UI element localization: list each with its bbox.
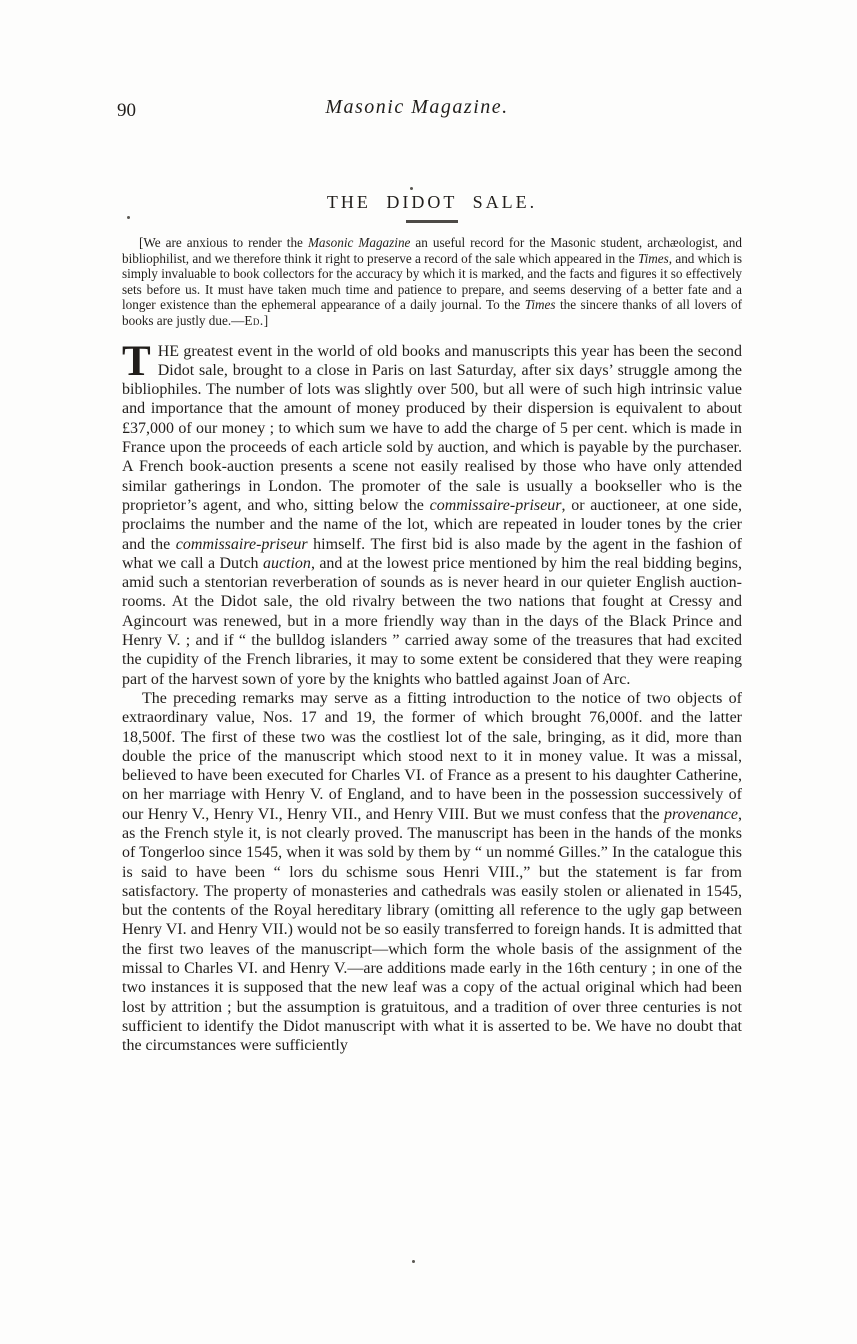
drop-cap: T (122, 337, 151, 385)
article-title: THE DIDOT SALE. (326, 192, 538, 212)
running-title: Masonic Magazine. (325, 96, 509, 118)
article-body (122, 337, 743, 1056)
scan-speck (410, 187, 413, 190)
scan-speck (412, 1260, 415, 1263)
paragraph-2-text: The preceding remarks may serve as a fitting introduction to the notice of two objects of extraordinary value, Nos. 17 and 19, the former of which brought 76,000f. and the latter 18,500f. The first of these two was the costliest lot of the sale, bringing, as it did, more than double the price of the manuscript which stood next to it in money value. It was a missal, believed to have been executed for Charles VI. of France as a present to his daughter Catherine, on her marriage with Henry V. of England, and to have been in the possession successively of our Henry V., Henry VI., Henry VII., and Henry VIII. But we must confess that the provenance, as the French style it, is not clearly proved. The manuscript has been in the hands of the monks of Tongerloo since 1545, when it was sold by them by “ un nommé Gilles.” In the catalogue this is said to have been “ lors du schisme sous Henri VIII.,” but the statement is far from satisfactory. The property of monasteries and cathedrals was easily stolen or alienated in 1545, but the contents of the Royal hereditary library (omitting all reference to the ugly gap between Henry VI. and Henry VII.) would not be so easily transferred to foreign hands. It is admitted that the first two leaves of the manuscript—which form the whole basis of the assignment of the missal to Charles VI. and Henry V.—are additions made early in the 16th century ; in one of the two instances it is supposed that the new leaf was a copy of the actual original which had been lost by attrition ; but the assumption is gratuitous, and a tradition of over three centuries is not sufficient to identify the Didot manuscript with what it is asserted to be. We have no doubt that the circumstances were sufficiently (122, 689, 742, 1055)
body-paragraph-1 (122, 337, 743, 689)
editorial-note: [We are anxious to render the Masonic Magazine an useful record for the Masonic student, archæologist, and bibliophilist, and we therefore think it right to preserve a record of the sale which appeared in the Times, and which is simply invaluable to book collectors for the accuracy by which it is marked, and the facts and figures it so effectively sets before us. It must have taken much time and patience to prepare, and seems deserving of a better fate and a longer existence than the ephemeral appearance of a daily journal. To the Times the sincere thanks of all lovers of books are justly due.—Ed.] (122, 235, 743, 328)
article (122, 192, 742, 1056)
title-divider-rule (406, 220, 458, 223)
page-number: 90 (117, 100, 136, 121)
scan-speck (127, 216, 130, 219)
body-paragraph-2 (122, 689, 742, 1056)
paragraph-1-text: HE greatest event in the world of old books and manuscripts this year has been the second Didot sale, brought to a close in Paris on last Saturday, after six days’ struggle among the bibliophiles. The number of lots was slightly over 500, but all were of such high intrinsic value and importance that the amount of money produced by their dispersion is equivalent to about £37,000 of our money ; to which sum we have to add the charge of 5 per cent. which is made in France upon the proceeds of each article sold by auction, and which is payable by the purchaser. A French book-auction presents a scene not easily realised by those who have only attended similar gatherings in London. The promoter of the sale is usually a bookseller who is the proprietor’s agent, and who, sitting below the commissaire-priseur, or auctioneer, at one side, proclaims the number and the name of the lot, which are repeated in louder tones by the crier and the commissaire-priseur himself. The first bid is also made by the agent in the fashion of what we call a Dutch auction, and at the lowest price mentioned by him the real bidding begins, amid such a stentorian reverberation of sounds as is never heard in our quieter English auction-rooms. At the Didot sale, the old rivalry between the two nations that fought at Cressy and Agincourt was renewed, but in a more friendly way than in the days of the Black Prince and Henry V. ; and if “ the bulldog islanders ” carried away some of the treasures that had excited the cupidity of the French libraries, it may to some extent be considered that they were reaping part of the harvest sown of yore by the knights who battled against Joan of Arc. (122, 342, 743, 688)
